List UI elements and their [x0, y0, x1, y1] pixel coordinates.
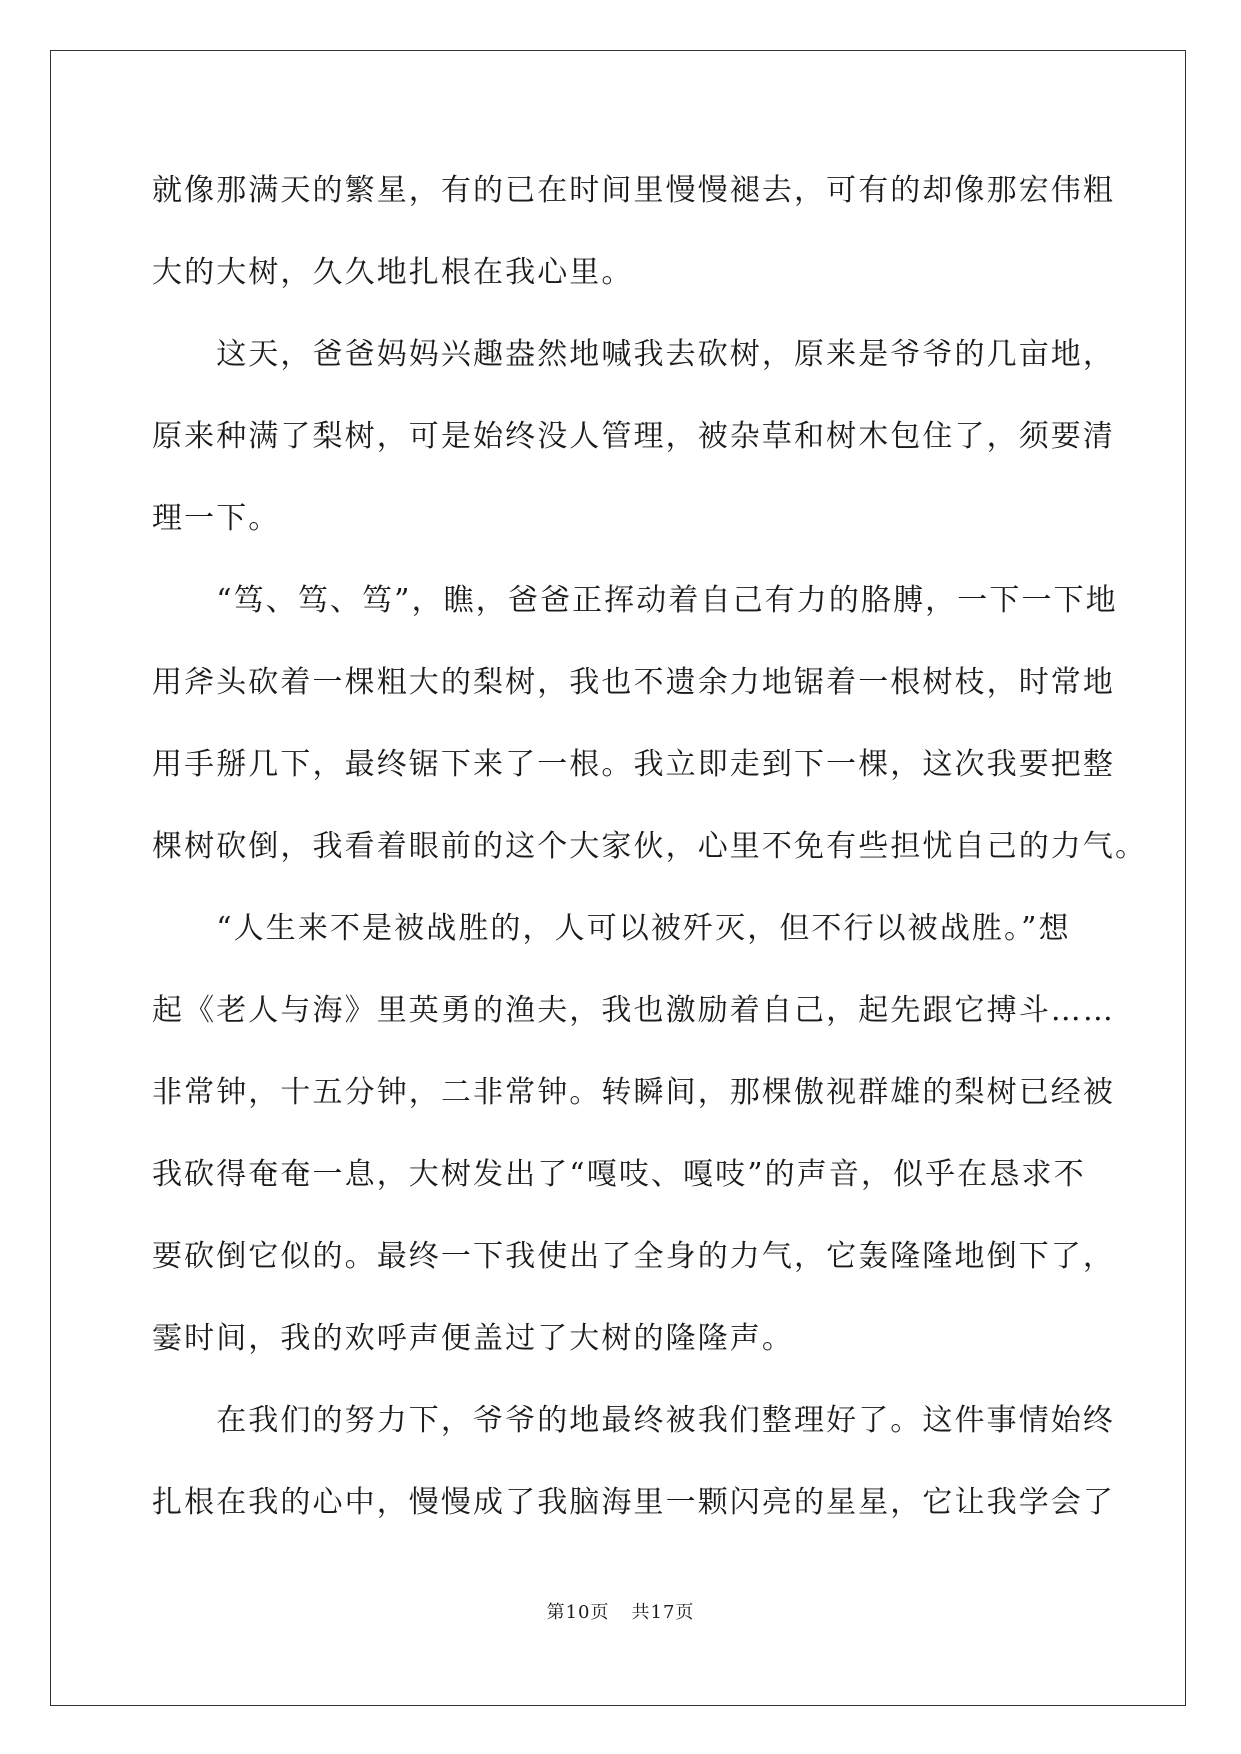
- text-line: 就像那满天的繁星，有的已在时间里慢慢褪去，可有的却像那宏伟粗: [152, 173, 1115, 208]
- document-body: [152, 150, 1148, 1544]
- text-line: 用斧头砍着一棵粗大的梨树，我也不遗余力地锯着一根树枝，时常地: [152, 665, 1115, 700]
- text-line: 棵树砍倒，我看着眼前的这个大家伙，心里不免有些担忧自己的力气。: [152, 829, 1148, 864]
- text-line: 非常钟，十五分钟，二非常钟。转瞬间，那棵傲视群雄的梨树已经被: [152, 1075, 1115, 1110]
- text-line: 霎时间，我的欢呼声便盖过了大树的隆隆声。: [152, 1321, 794, 1356]
- page-total: 共17页: [631, 1602, 695, 1623]
- text-line: 这天，爸爸妈妈兴趣盎然地喊我去砍树，原来是爷爷的几亩地，: [152, 337, 1115, 372]
- text-line: 起《老人与海》里英勇的渔夫，我也激励着自己，起先跟它搏斗……: [152, 993, 1115, 1028]
- text-line: 理一下。: [152, 501, 281, 536]
- page-footer: [0, 1598, 1241, 1624]
- text-line: “人生来不是被战胜的，人可以被歼灭，但不行以被战胜。”想: [152, 911, 1071, 946]
- text-line: 在我们的努力下，爷爷的地最终被我们整理好了。这件事情始终: [152, 1403, 1115, 1438]
- text-line: 大的大树，久久地扎根在我心里。: [152, 255, 634, 290]
- page-number: 第10页: [546, 1602, 610, 1623]
- text-line: 用手掰几下，最终锯下来了一根。我立即走到下一棵，这次我要把整: [152, 747, 1115, 782]
- text-line: 原来种满了梨树，可是始终没人管理，被杂草和树木包住了，须要清: [152, 419, 1115, 454]
- text-line: 要砍倒它似的。最终一下我使出了全身的力气，它轰隆隆地倒下了，: [152, 1239, 1115, 1274]
- text-line: 扎根在我的心中，慢慢成了我脑海里一颗闪亮的星星，它让我学会了: [152, 1485, 1115, 1520]
- text-line: “笃、笃、笃”，瞧，爸爸正挥动着自己有力的胳膊，一下一下地: [152, 583, 1118, 618]
- text-line: 我砍得奄奄一息，大树发出了“嘎吱、嘎吱”的声音，似乎在恳求不: [152, 1157, 1086, 1192]
